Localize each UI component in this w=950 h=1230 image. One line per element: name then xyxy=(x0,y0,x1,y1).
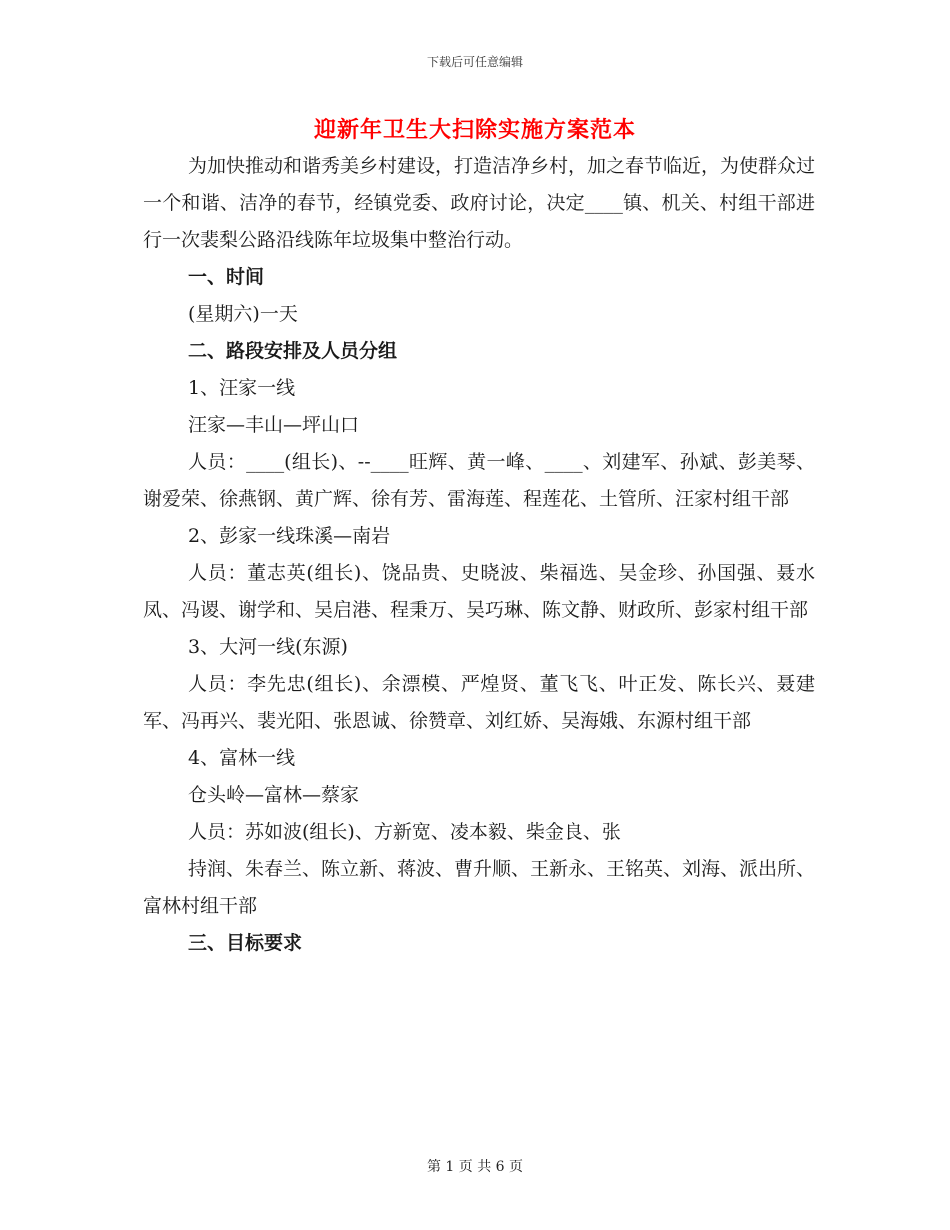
group-4-route: 仓头岭—富林—蔡家 xyxy=(188,784,360,806)
group-1-heading: 1、汪家一线 xyxy=(188,377,296,399)
page-footer-number: 第 1 页 共 6 页 xyxy=(426,1159,524,1175)
group-2-heading: 2、彭家一线珠溪—南岩 xyxy=(188,525,391,547)
group-1-members: 人员：____(组长)、--____旺辉、黄一峰、____、刘建军、孙斌、彭美琴、谢爱荣、徐燕钢、黄广辉、徐有芳、雷海莲、程莲花、土管所、汪家村组干部 xyxy=(143,451,815,510)
section-heading-time: 一、时间 xyxy=(188,266,265,288)
page-header-note: 下载后可任意编辑 xyxy=(426,55,523,69)
group-3-members: 人员：李先忠(组长)、余漂模、严煌贤、董飞飞、叶正发、陈长兴、聂建军、冯再兴、裴光阳、张恩诚、徐赞章、刘红娇、吴海娥、东源村组干部 xyxy=(143,673,815,732)
intro-paragraph: 为加快推动和谐秀美乡村建设，打造洁净乡村，加之春节临近，为使群众过一个和谐、洁净的春节，经镇党委、政府讨论，决定____镇、机关、村组干部进行一次裴梨公路沿线陈年垃圾集中整治行动。 xyxy=(143,155,816,251)
document-body xyxy=(143,148,815,962)
group-4-heading: 4、富林一线 xyxy=(188,747,296,769)
group-1-route: 汪家—丰山—坪山口 xyxy=(188,414,360,436)
group-4-members-line-1: 人员：苏如波(组长)、方新宽、凌本毅、柴金良、张 xyxy=(188,821,621,843)
document-title: 迎新年卫生大扫除实施方案范本 xyxy=(313,117,636,143)
group-3-heading: 3、大河一线(东源) xyxy=(188,636,348,658)
time-detail: (星期六)一天 xyxy=(188,303,298,325)
group-2-members: 人员：董志英(组长)、饶品贵、史晓波、柴福选、吴金珍、孙国强、聂水凤、冯谡、谢学和、吴启港、程秉万、吴巧琳、陈文静、财政所、彭家村组干部 xyxy=(143,562,815,621)
group-4-members-line-2: 持润、朱春兰、陈立新、蒋波、曹升顺、王新永、王铭英、刘海、派出所、富林村组干部 xyxy=(143,858,816,917)
section-heading-goals: 三、目标要求 xyxy=(188,932,303,954)
section-heading-grouping: 二、路段安排及人员分组 xyxy=(188,340,398,362)
